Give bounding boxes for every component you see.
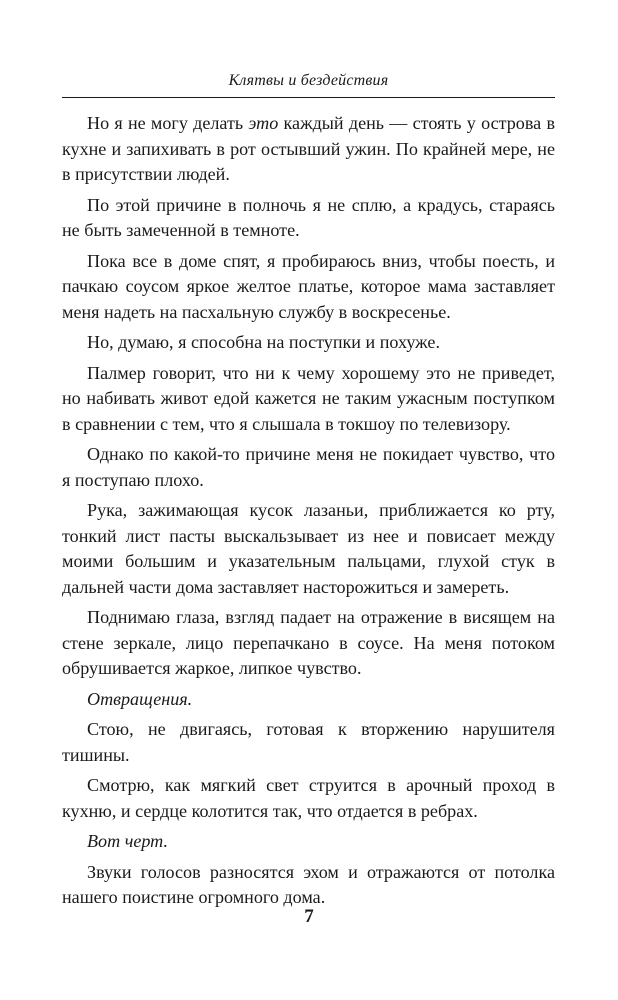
paragraph: Однако по какой-то причине меня не покидает чувство, что я поступаю плохо.	[62, 444, 555, 490]
paragraph-text-end: каждый день — стоять у острова в кухне и запихивать в рот остывший ужин. По крайней мере, не в присутствии людей.	[62, 113, 555, 184]
header-rule	[62, 97, 555, 98]
running-header: Клятвы и бездействия	[228, 72, 389, 89]
paragraph: Смотрю, как мягкий свет струится в арочный проход в кухню, и сердце колотится так, что отдается в ребрах.	[62, 775, 555, 821]
paragraph: Стою, не двигаясь, готовая к вторжению нарушителя тишины.	[62, 719, 555, 765]
paragraph: Но, думаю, я способна на поступки и похуже.	[87, 332, 440, 352]
paragraph-text-start: Но я не могу делать	[87, 113, 249, 133]
paragraph: По этой причине в полночь я не сплю, а крадусь, стараясь не быть замеченной в темноте.	[62, 194, 555, 240]
emphasized-word: это	[248, 113, 279, 133]
paragraph: Звуки голосов разносятся эхом и отражаются от потолка нашего поистине огромного дома.	[62, 861, 555, 907]
italic-paragraph: Вот черт.	[87, 831, 168, 851]
italic-paragraph: Отвращения.	[87, 688, 193, 709]
body-text	[62, 111, 555, 916]
paragraph	[62, 111, 555, 188]
paragraph: Палмер говорит, что ни к чему хорошему это не приведет, но набивать живот едой кажется не таким ужасным поступком в сравнении с тем, что я слышала в токшоу по телевизору.	[62, 362, 555, 434]
paragraph: Поднимаю глаза, взгляд падает на отражение в висящем на стене зеркале, лицо перепачкано в соусе. На меня потоком обрушивается жаркое, липкое чувство.	[62, 607, 555, 678]
paragraph: Рука, зажимающая кусок лазаньи, приближается ко рту, тонкий лист пасты выскальзывает из нее и повисает между моими большим и указательным пальцами, глухой стук в дальней части дома заставляет насторожиться и замереть.	[62, 500, 555, 597]
page-number: 7	[304, 906, 314, 927]
paragraph: Пока все в доме спят, я пробираюсь вниз, чтобы поесть, и пачкаю соусом яркое желтое платье, которое мама заставляет меня надеть на пасхальную службу в воскресенье.	[62, 250, 555, 322]
